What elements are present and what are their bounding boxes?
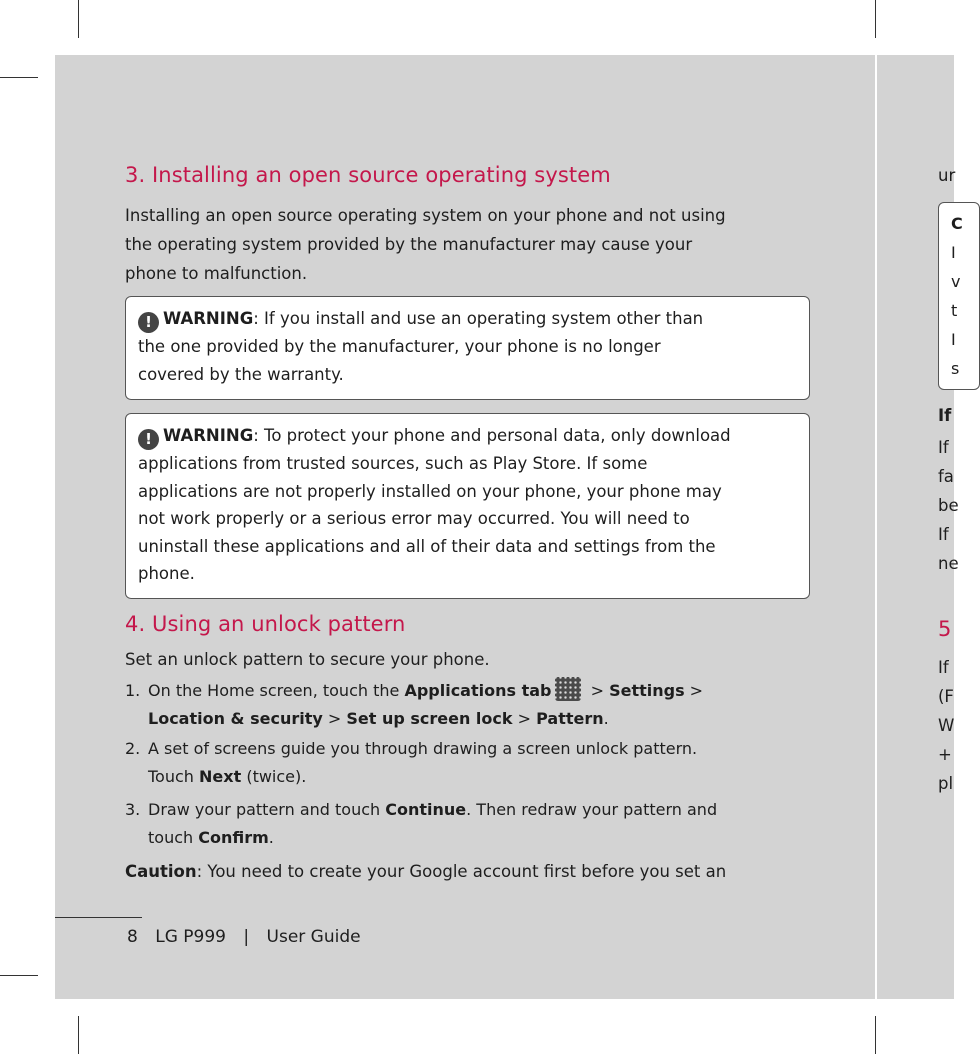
right-page-text: If bbox=[938, 525, 949, 544]
warning-text: : If you install and use an operating system other than bbox=[253, 309, 704, 328]
menu-label: Applications tab bbox=[404, 681, 552, 700]
step-text-part: Touch bbox=[148, 766, 200, 786]
step-number: 1. bbox=[125, 681, 141, 700]
step-3 bbox=[125, 796, 805, 851]
caution-note bbox=[125, 857, 815, 886]
step-1 bbox=[125, 677, 805, 732]
section-4-intro: Set an unlock pattern to secure your phone. bbox=[125, 650, 490, 669]
crop-mark bbox=[0, 77, 38, 78]
step-text-part: . Then redraw your pattern and bbox=[466, 800, 718, 819]
separator: > bbox=[512, 708, 537, 728]
right-box-char: C bbox=[951, 214, 963, 233]
right-box-char: v bbox=[951, 272, 961, 291]
separator: > bbox=[585, 681, 610, 700]
warning-text: covered by the warranty. bbox=[138, 364, 344, 384]
caution-text: : You need to create your Google account first before you set an bbox=[196, 862, 727, 881]
footer-model: LG P999 bbox=[155, 927, 226, 947]
crop-mark bbox=[78, 0, 79, 38]
menu-label: Confirm bbox=[198, 827, 269, 847]
warning-text: applications from trusted sources, such as Play Store. If some bbox=[138, 454, 648, 473]
warning-box-apps bbox=[125, 413, 810, 599]
crop-mark bbox=[875, 1016, 876, 1054]
right-page-text: If bbox=[938, 438, 949, 457]
applications-grid-icon bbox=[555, 677, 581, 701]
right-page-text: + bbox=[938, 745, 952, 764]
warning-text: : To protect your phone and personal data, only download bbox=[253, 426, 731, 445]
section-3-heading: 3. Installing an open source operating system bbox=[125, 163, 611, 187]
intro-line: phone to malfunction. bbox=[125, 264, 308, 283]
right-box-text bbox=[951, 209, 963, 383]
right-page-text: pl bbox=[938, 774, 954, 793]
page-number: 8 bbox=[127, 927, 138, 947]
step-text bbox=[125, 796, 805, 851]
right-page-box bbox=[938, 202, 980, 390]
step-2 bbox=[125, 735, 805, 790]
right-page-text: W bbox=[938, 716, 955, 735]
right-page-para bbox=[938, 653, 954, 798]
page-footer bbox=[127, 927, 373, 947]
menu-label: Next bbox=[199, 766, 242, 786]
step-text-part: . bbox=[603, 708, 609, 728]
left-page bbox=[55, 55, 875, 999]
step-text bbox=[125, 735, 805, 790]
right-box-char: I bbox=[951, 243, 956, 262]
caution-label: Caution bbox=[125, 862, 197, 881]
right-box-char: I bbox=[951, 330, 956, 349]
step-text-part: On the Home screen, touch the bbox=[148, 681, 405, 700]
step-text bbox=[125, 677, 805, 732]
section-4-heading: 4. Using an unlock pattern bbox=[125, 612, 406, 636]
warning-text: phone. bbox=[138, 564, 195, 583]
warning-text: uninstall these applications and all of their data and settings from the bbox=[138, 536, 716, 556]
right-page-subheading: If bbox=[938, 406, 952, 425]
step-text-part: (twice). bbox=[241, 766, 307, 786]
footer-guide: User Guide bbox=[266, 927, 361, 947]
menu-label: Location & security bbox=[148, 708, 323, 728]
warning-icon: ! bbox=[138, 429, 159, 450]
crop-mark bbox=[875, 0, 876, 38]
warning-label: WARNING bbox=[163, 426, 254, 445]
separator: > bbox=[684, 681, 704, 700]
step-number: 2. bbox=[125, 739, 141, 758]
menu-label: Continue bbox=[385, 800, 467, 819]
footer-rule bbox=[55, 917, 142, 918]
menu-label: Pattern bbox=[536, 708, 604, 728]
crop-mark bbox=[0, 975, 38, 976]
warning-text: not work properly or a serious error may occurred. You will need to bbox=[138, 509, 690, 528]
warning-text: applications are not properly installed on your phone, your phone may bbox=[138, 481, 722, 501]
right-page-text: be bbox=[938, 496, 959, 515]
warning-label: WARNING bbox=[163, 309, 254, 328]
warning-box-os bbox=[125, 296, 810, 400]
menu-label: Set up screen lock bbox=[346, 708, 513, 728]
step-text-part: . bbox=[268, 827, 274, 847]
step-number: 3. bbox=[125, 800, 141, 819]
step-text-part: A set of screens guide you through drawing a screen unlock pattern. bbox=[148, 739, 698, 758]
warning-icon: ! bbox=[138, 312, 159, 333]
intro-line: Installing an open source operating system on your phone and not using bbox=[125, 206, 726, 225]
right-page-text: (F bbox=[938, 687, 954, 706]
crop-mark bbox=[78, 1016, 79, 1054]
warning-line bbox=[138, 422, 797, 450]
warning-line bbox=[138, 305, 797, 333]
section-3-intro bbox=[125, 201, 726, 288]
step-text-part: Draw your pattern and touch bbox=[148, 800, 386, 819]
warning-text: the one provided by the manufacturer, your phone is no longer bbox=[138, 337, 661, 356]
right-page-para bbox=[938, 433, 959, 578]
right-box-char: t bbox=[951, 301, 958, 320]
right-page-text: If bbox=[938, 658, 949, 677]
menu-label: Settings bbox=[609, 681, 685, 700]
right-page-heading: 5 bbox=[938, 617, 952, 641]
right-page-text: ur bbox=[938, 166, 956, 185]
right-page bbox=[877, 55, 963, 999]
right-page-text: fa bbox=[938, 467, 954, 486]
separator: > bbox=[322, 708, 347, 728]
footer-divider: | bbox=[243, 927, 250, 947]
step-text-part: touch bbox=[148, 827, 199, 847]
intro-line: the operating system provided by the manufacturer may cause your bbox=[125, 235, 693, 254]
right-page-text: ne bbox=[938, 554, 959, 573]
right-box-char: s bbox=[951, 359, 960, 378]
